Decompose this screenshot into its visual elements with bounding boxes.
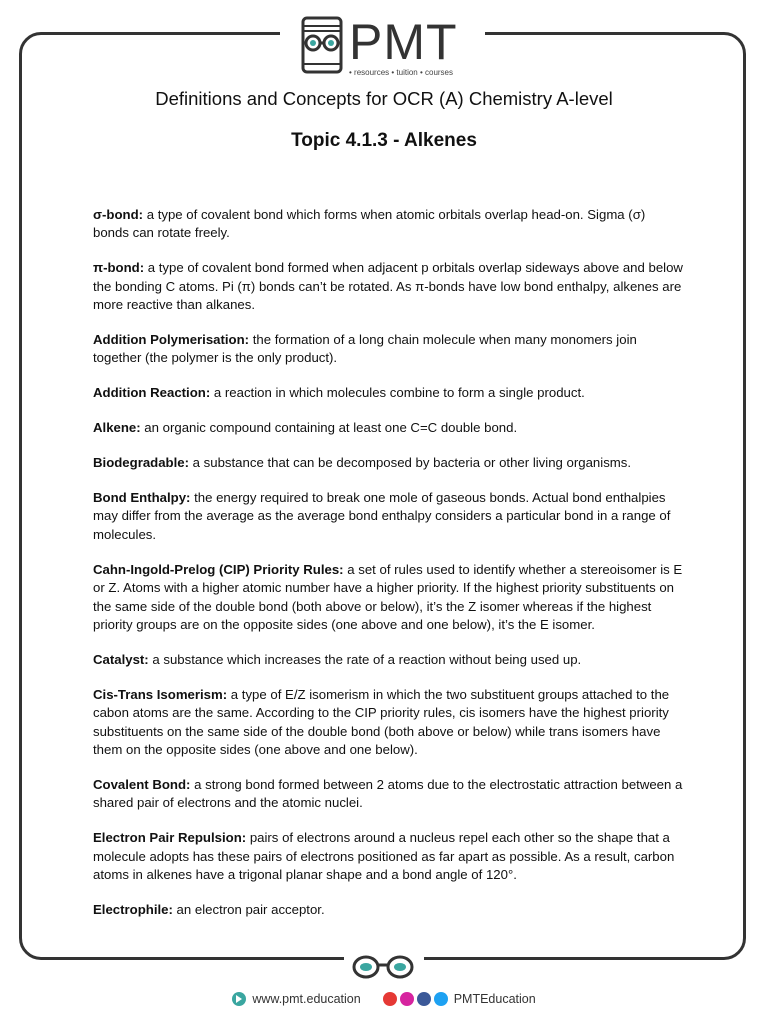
definition-item — [93, 651, 683, 669]
glasses-icon — [350, 952, 418, 982]
definition-text: a type of covalent bond which forms when atomic orbitals overlap head-on. Sigma (σ) bonds can rotate freely. — [93, 207, 646, 241]
definition-item — [93, 384, 683, 402]
book-glasses-icon — [297, 14, 349, 76]
document-title: Definitions and Concepts for OCR (A) Chemistry A-level — [155, 88, 613, 109]
definition-term: Alkene: — [93, 420, 141, 436]
definition-item — [93, 489, 683, 544]
definition-item — [93, 561, 683, 635]
website-text: www.pmt.education — [252, 992, 361, 1006]
instagram-icon[interactable] — [400, 992, 414, 1006]
definition-term: Bond Enthalpy: — [93, 490, 191, 506]
definition-text: the formation of a long chain molecule when many monomers join together (the polymer is the only product). — [93, 332, 637, 366]
definition-term: π-bond: — [93, 260, 145, 276]
footer — [0, 988, 768, 1010]
twitter-icon[interactable] — [434, 992, 448, 1006]
definition-term: Addition Reaction: — [93, 385, 211, 401]
definition-text: an organic compound containing at least one C=C double bond. — [140, 420, 518, 436]
definition-item — [93, 331, 683, 368]
definition-text: a set of rules used to identify whether a stereoisomer is E or Z. Atoms with a higher atomic number have a higher priority. If the highest priority substituents on the same side of the double bond (both above or below), it’s the Z isomer whereas if the highest priority groups are on the opposite sides (one above and one below), it’s the E isomer. — [93, 561, 683, 632]
definition-text: a type of E/Z isomerism in which the two substituent groups attached to the cabon atoms are the same. According to the CIP priority rules, cis isomers have the highest priority substituents on the same side of the double bond (both above or below) while trans isomers have them on the opposite sides (one above and one below). — [93, 686, 670, 758]
youtube-icon[interactable] — [383, 992, 397, 1006]
definition-item — [93, 454, 683, 472]
logo-text: PMT — [349, 14, 458, 70]
definition-text: pairs of electrons around a nucleus repel each other so the shape that a molecule adopts has these pairs of electrons positioned as far apart as possible. As a result, carbon atoms in alkenes have a trigonal planar shape and a bond angle of 120°. — [93, 830, 675, 883]
definition-item — [93, 259, 683, 314]
definition-item — [93, 901, 683, 919]
definition-term: Cahn-Ingold-Prelog (CIP) Priority Rules: — [93, 561, 344, 577]
topic-heading: Topic 4.1.3 - Alkenes — [291, 130, 477, 151]
definition-term: Electron Pair Repulsion: — [93, 830, 247, 846]
definition-term: Cis-Trans Isomerism: — [93, 686, 228, 702]
definition-term: Covalent Bond: — [93, 776, 191, 792]
logo-tagline: • resources • tuition • courses — [349, 68, 453, 77]
definition-text: a substance which increases the rate of a reaction without being used up. — [148, 651, 582, 667]
pmt-logo — [297, 14, 477, 80]
website-link[interactable] — [232, 992, 360, 1006]
definition-text: a strong bond formed between 2 atoms due to the electrostatic attraction between a shared pair of electrons and the atomic nuclei. — [93, 776, 683, 811]
definition-text: a type of covalent bond formed when adjacent p orbitals overlap sideways above and below the bonding C atoms. Pi (π) bonds can’t be rotated. As π-bonds have low bond enthalpy, alkenes are more reactive than alkanes. — [93, 260, 683, 313]
definition-term: Electrophile: — [93, 901, 173, 917]
definition-text: the energy required to break one mole of gaseous bonds. Actual bond enthalpies may differ from the average as the average bond enthalpy considers a particular bond in a range of molecules. — [93, 490, 671, 542]
definition-term: Addition Polymerisation: — [93, 332, 250, 348]
definition-term: Catalyst: — [93, 651, 149, 667]
cursor-icon — [232, 992, 246, 1006]
definition-text: a substance that can be decomposed by bacteria or other living organisms. — [189, 455, 632, 471]
definition-term: Biodegradable: — [93, 455, 189, 471]
definition-term: σ-bond: — [93, 207, 144, 222]
social-handle: PMTEducation — [453, 992, 536, 1006]
definition-item — [93, 419, 683, 437]
definition-item — [93, 829, 683, 884]
definitions-list — [93, 206, 683, 936]
definition-text: an electron pair acceptor. — [172, 901, 325, 917]
definition-item — [93, 776, 683, 813]
definition-text: a reaction in which molecules combine to form a single product. — [210, 385, 585, 401]
definition-item — [93, 206, 683, 243]
social-links[interactable] — [383, 992, 536, 1006]
definition-item — [93, 686, 683, 760]
facebook-icon[interactable] — [417, 992, 431, 1006]
